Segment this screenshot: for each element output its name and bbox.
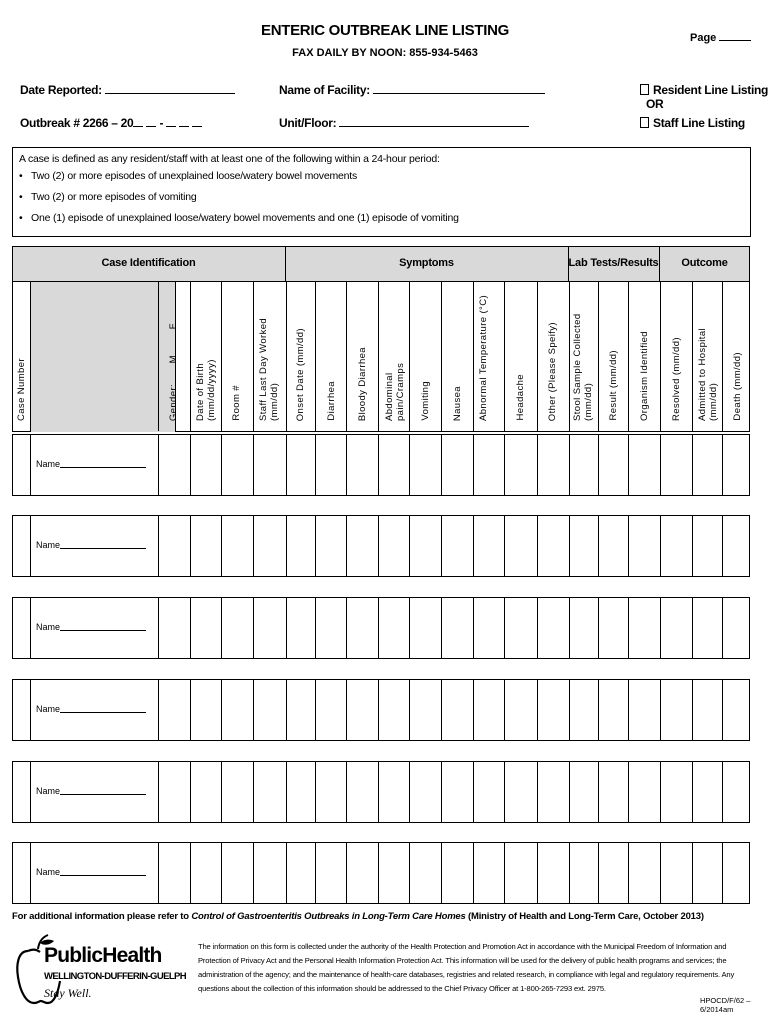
staff-listing-label: Staff Line Listing: [653, 116, 745, 130]
date-reported-field[interactable]: [20, 83, 235, 97]
name-blank[interactable]: [60, 467, 146, 468]
cell-divider: [504, 680, 505, 740]
col-abdominal-pain: Abdominal pain/Cramps: [384, 362, 406, 421]
cell-divider: [660, 516, 661, 576]
col-gender: Gender:: [168, 383, 179, 421]
col-admitted: Admitted to Hospital (mm/dd): [697, 327, 719, 421]
date-reported-label: Date Reported:: [20, 83, 102, 97]
date-reported-blank[interactable]: [105, 93, 235, 94]
cell-divider: [190, 435, 191, 495]
cell-divider: [378, 516, 379, 576]
cell-divider: [598, 435, 599, 495]
col-resolved: Resolved (mm/dd): [671, 336, 682, 421]
cell-divider: [441, 762, 442, 822]
col-nausea: Nausea: [452, 385, 463, 421]
cell-divider: [286, 516, 287, 576]
cell-divider: [628, 435, 629, 495]
name-header-cell: [30, 282, 176, 432]
logo-region: WELLINGTON-DUFFERIN-GUELPH: [44, 971, 187, 982]
cell-divider: [190, 680, 191, 740]
name-label: Name: [36, 540, 61, 550]
cell-divider: [346, 680, 347, 740]
cell-divider: [441, 598, 442, 658]
cell-divider: [692, 680, 693, 740]
name-label: Name: [36, 622, 61, 632]
cell-divider: [537, 843, 538, 903]
facility-field[interactable]: [279, 83, 545, 97]
cell-divider: [569, 598, 570, 658]
cell-divider: [569, 435, 570, 495]
col-vomiting: Vomiting: [420, 381, 431, 421]
cell-divider: [378, 843, 379, 903]
cell-divider: [315, 762, 316, 822]
column-header-row: [12, 282, 750, 432]
name-field[interactable]: [36, 622, 146, 632]
cell-divider: [409, 680, 410, 740]
col-other: Other (Please Speify): [547, 321, 558, 421]
col-onset-date: Onset Date (mm/dd): [295, 327, 306, 421]
cell-divider: [315, 843, 316, 903]
cell-divider: [504, 435, 505, 495]
cell-divider: [221, 843, 222, 903]
outbreak-year-blank-1[interactable]: [133, 126, 143, 127]
form-identifier: HPOCD/F/62 – 6/2014am: [700, 996, 751, 1014]
cell-divider: [346, 762, 347, 822]
cell-divider: [473, 843, 474, 903]
reference-note: For additional information please refer to Control of Gastroenteritis Outbreaks in Long-Term Care Homes (Ministry of Health and Long-Term Care, October 2013): [12, 911, 704, 922]
cell-divider: [537, 762, 538, 822]
cell-divider: [569, 762, 570, 822]
resident-listing-label: Resident Line Listing: [653, 83, 769, 97]
cell-divider: [409, 598, 410, 658]
page-field[interactable]: [690, 32, 751, 44]
cell-divider: [253, 680, 254, 740]
cell-divider: [660, 843, 661, 903]
name-field[interactable]: [36, 786, 146, 796]
outbreak-seq-blank-2[interactable]: [179, 126, 189, 127]
cell-divider: [441, 516, 442, 576]
cell-divider: [628, 680, 629, 740]
cell-divider: [286, 598, 287, 658]
group-case-identification: Case Identification: [101, 257, 196, 269]
cell-divider: [537, 516, 538, 576]
cell-divider: [346, 516, 347, 576]
cell-divider: [286, 762, 287, 822]
col-death: Death (mm/dd): [732, 352, 743, 421]
cell-divider: [598, 843, 599, 903]
or-label: OR: [646, 97, 664, 111]
col-bloody-diarrhea: Bloody Diarrhea: [357, 346, 368, 421]
cell-divider: [158, 843, 159, 903]
cell-divider: [473, 516, 474, 576]
bullet-icon: •: [19, 191, 23, 203]
name-blank[interactable]: [60, 712, 146, 713]
cell-divider: [158, 680, 159, 740]
cell-divider: [628, 516, 629, 576]
resident-listing-option[interactable]: [640, 83, 770, 111]
col-result: Result (mm/dd): [608, 350, 619, 421]
col-organism: Organism Identified: [639, 331, 650, 421]
name-cell[interactable]: [30, 435, 176, 495]
name-field[interactable]: [36, 459, 146, 469]
bullet-icon: •: [19, 170, 23, 182]
cell-divider: [221, 435, 222, 495]
cell-divider: [221, 762, 222, 822]
cell-divider: [346, 598, 347, 658]
cell-divider: [598, 516, 599, 576]
cell-divider: [378, 598, 379, 658]
cell-divider: [537, 598, 538, 658]
cell-divider: [346, 435, 347, 495]
cell-divider: [537, 435, 538, 495]
resident-checkbox[interactable]: [640, 84, 649, 95]
name-label: Name: [36, 867, 61, 877]
facility-blank[interactable]: [373, 93, 545, 94]
case-definition-bullet: • One (1) episode of unexplained loose/watery bowel movements and one (1) episode of vomiting: [19, 208, 744, 229]
name-cell[interactable]: [30, 680, 176, 740]
cell-divider: [253, 843, 254, 903]
cell-divider: [221, 680, 222, 740]
form-title: ENTERIC OUTBREAK LINE LISTING: [261, 22, 509, 39]
name-field[interactable]: [36, 704, 146, 714]
cell-divider: [504, 516, 505, 576]
bullet-icon: •: [19, 212, 23, 224]
cell-divider: [315, 435, 316, 495]
cell-divider: [190, 843, 191, 903]
cell-divider: [441, 843, 442, 903]
col-headache: Headache: [515, 374, 526, 421]
cell-divider: [378, 762, 379, 822]
name-field[interactable]: [36, 867, 146, 877]
col-staff-last-day: Staff Last Day Worked (mm/dd): [258, 317, 280, 421]
col-room: Room #: [231, 385, 242, 421]
name-cell[interactable]: [30, 843, 176, 903]
privacy-notice: The information on this form is collected under the authority of the Health Protection and Promotion Act in accordance with the Municipal Freedom of Information and Protection of Privacy Act and the Personal Health Information Protection Act. This information will be used for the delivery of public health programs and services; the administration of the agency; and the maintenance of health-care databases, registries and related research, in compliance with legal and regulatory requirements. Any questions about the collection of this information should be addressed to the Chief Privacy Officer at 1-800-265-7293 ext. 2975.: [198, 942, 735, 993]
outbreak-seq-blank-3[interactable]: [192, 126, 202, 127]
cell-divider: [253, 435, 254, 495]
cell-divider: [253, 598, 254, 658]
col-gender-f: F: [168, 322, 179, 329]
cell-divider: [346, 843, 347, 903]
logo-wordmark: PublicHealth: [44, 944, 162, 967]
cell-divider: [660, 762, 661, 822]
staff-checkbox[interactable]: [640, 117, 649, 128]
unit-blank[interactable]: [339, 126, 529, 127]
name-label: Name: [36, 704, 61, 714]
cell-divider: [378, 435, 379, 495]
cell-divider: [158, 435, 159, 495]
cell-divider: [569, 516, 570, 576]
cell-divider: [692, 843, 693, 903]
table-row[interactable]: [12, 842, 750, 904]
table-row[interactable]: [12, 515, 750, 577]
case-definition-box: [12, 147, 751, 237]
logo-tagline: Stay Well.: [44, 986, 92, 1000]
facility-label: Name of Facility:: [279, 83, 370, 97]
cell-divider: [409, 516, 410, 576]
outbreak-seq-blank-1[interactable]: [166, 126, 176, 127]
cell-divider: [722, 762, 723, 822]
outbreak-year-blank-2[interactable]: [146, 126, 156, 127]
cell-divider: [473, 598, 474, 658]
cell-divider: [628, 598, 629, 658]
name-blank[interactable]: [60, 630, 146, 631]
cell-divider: [569, 843, 570, 903]
group-symptoms: Symptoms: [399, 257, 454, 269]
cell-divider: [315, 598, 316, 658]
cell-divider: [315, 680, 316, 740]
cell-divider: [628, 762, 629, 822]
cell-divider: [473, 680, 474, 740]
group-outcome: Outcome: [681, 257, 728, 269]
fax-instruction: FAX DAILY BY NOON: 855-934-5463: [292, 47, 478, 59]
cell-divider: [286, 435, 287, 495]
cell-divider: [504, 762, 505, 822]
name-cell[interactable]: [30, 762, 176, 822]
group-lab-tests: Lab Tests/Results: [568, 257, 659, 269]
cell-divider: [598, 680, 599, 740]
col-gender-m: M: [168, 354, 179, 363]
table-row[interactable]: [12, 434, 750, 496]
name-label: Name: [36, 786, 61, 796]
cell-divider: [158, 762, 159, 822]
cell-divider: [190, 516, 191, 576]
page-blank[interactable]: [719, 40, 751, 41]
page-label: Page: [690, 32, 717, 44]
cell-divider: [722, 435, 723, 495]
name-cell[interactable]: [30, 516, 176, 576]
col-diarrhea: Diarrhea: [326, 381, 337, 421]
cell-divider: [692, 435, 693, 495]
cell-divider: [409, 762, 410, 822]
cell-divider: [598, 598, 599, 658]
cell-divider: [190, 598, 191, 658]
cell-divider: [158, 516, 159, 576]
cell-divider: [692, 598, 693, 658]
cell-divider: [660, 680, 661, 740]
outbreak-label: Outbreak # 2266 – 20: [20, 116, 134, 130]
cell-divider: [315, 516, 316, 576]
unit-field[interactable]: [279, 116, 529, 130]
name-blank[interactable]: [60, 875, 146, 876]
col-case-number: Case Number: [16, 357, 27, 421]
cell-divider: [598, 762, 599, 822]
cell-divider: [660, 435, 661, 495]
cell-divider: [221, 598, 222, 658]
cell-divider: [190, 762, 191, 822]
cell-divider: [504, 843, 505, 903]
cell-divider: [722, 680, 723, 740]
name-cell[interactable]: [30, 598, 176, 658]
table-row[interactable]: [12, 679, 750, 741]
case-definition-bullet: • Two (2) or more episodes of vomiting: [19, 187, 744, 208]
cell-divider: [158, 598, 159, 658]
cell-divider: [692, 516, 693, 576]
table-row[interactable]: [12, 597, 750, 659]
cell-divider: [660, 598, 661, 658]
cell-divider: [253, 762, 254, 822]
outbreak-number-field[interactable]: [20, 116, 202, 130]
staff-listing-option[interactable]: [640, 116, 745, 130]
name-blank[interactable]: [60, 794, 146, 795]
case-definition-intro: A case is defined as any resident/staff with at least one of the following within a 24-hour period:: [19, 153, 440, 165]
cell-divider: [473, 435, 474, 495]
cell-divider: [504, 598, 505, 658]
cell-divider: [628, 843, 629, 903]
cell-divider: [692, 762, 693, 822]
case-definition-bullet: • Two (2) or more episodes of unexplained loose/watery bowel movements: [19, 166, 744, 187]
cell-divider: [722, 598, 723, 658]
cell-divider: [409, 435, 410, 495]
name-field[interactable]: [36, 540, 146, 550]
name-label: Name: [36, 459, 61, 469]
col-abnormal-temperature: Abnormal Temperature (°C): [478, 294, 489, 421]
cell-divider: [537, 680, 538, 740]
cell-divider: [441, 435, 442, 495]
col-stool-sample: Stool Sample Collected (mm/dd): [572, 313, 594, 421]
cell-divider: [409, 843, 410, 903]
table-row[interactable]: [12, 761, 750, 823]
name-blank[interactable]: [60, 548, 146, 549]
cell-divider: [441, 680, 442, 740]
col-date-of-birth: Date of Birth (mm/dd/yyyy): [195, 359, 217, 421]
cell-divider: [722, 516, 723, 576]
cell-divider: [569, 680, 570, 740]
cell-divider: [722, 843, 723, 903]
cell-divider: [221, 516, 222, 576]
cell-divider: [473, 762, 474, 822]
unit-label: Unit/Floor:: [279, 116, 337, 130]
cell-divider: [286, 680, 287, 740]
cell-divider: [253, 516, 254, 576]
outbreak-dash: -: [159, 116, 164, 130]
cell-divider: [378, 680, 379, 740]
cell-divider: [286, 843, 287, 903]
